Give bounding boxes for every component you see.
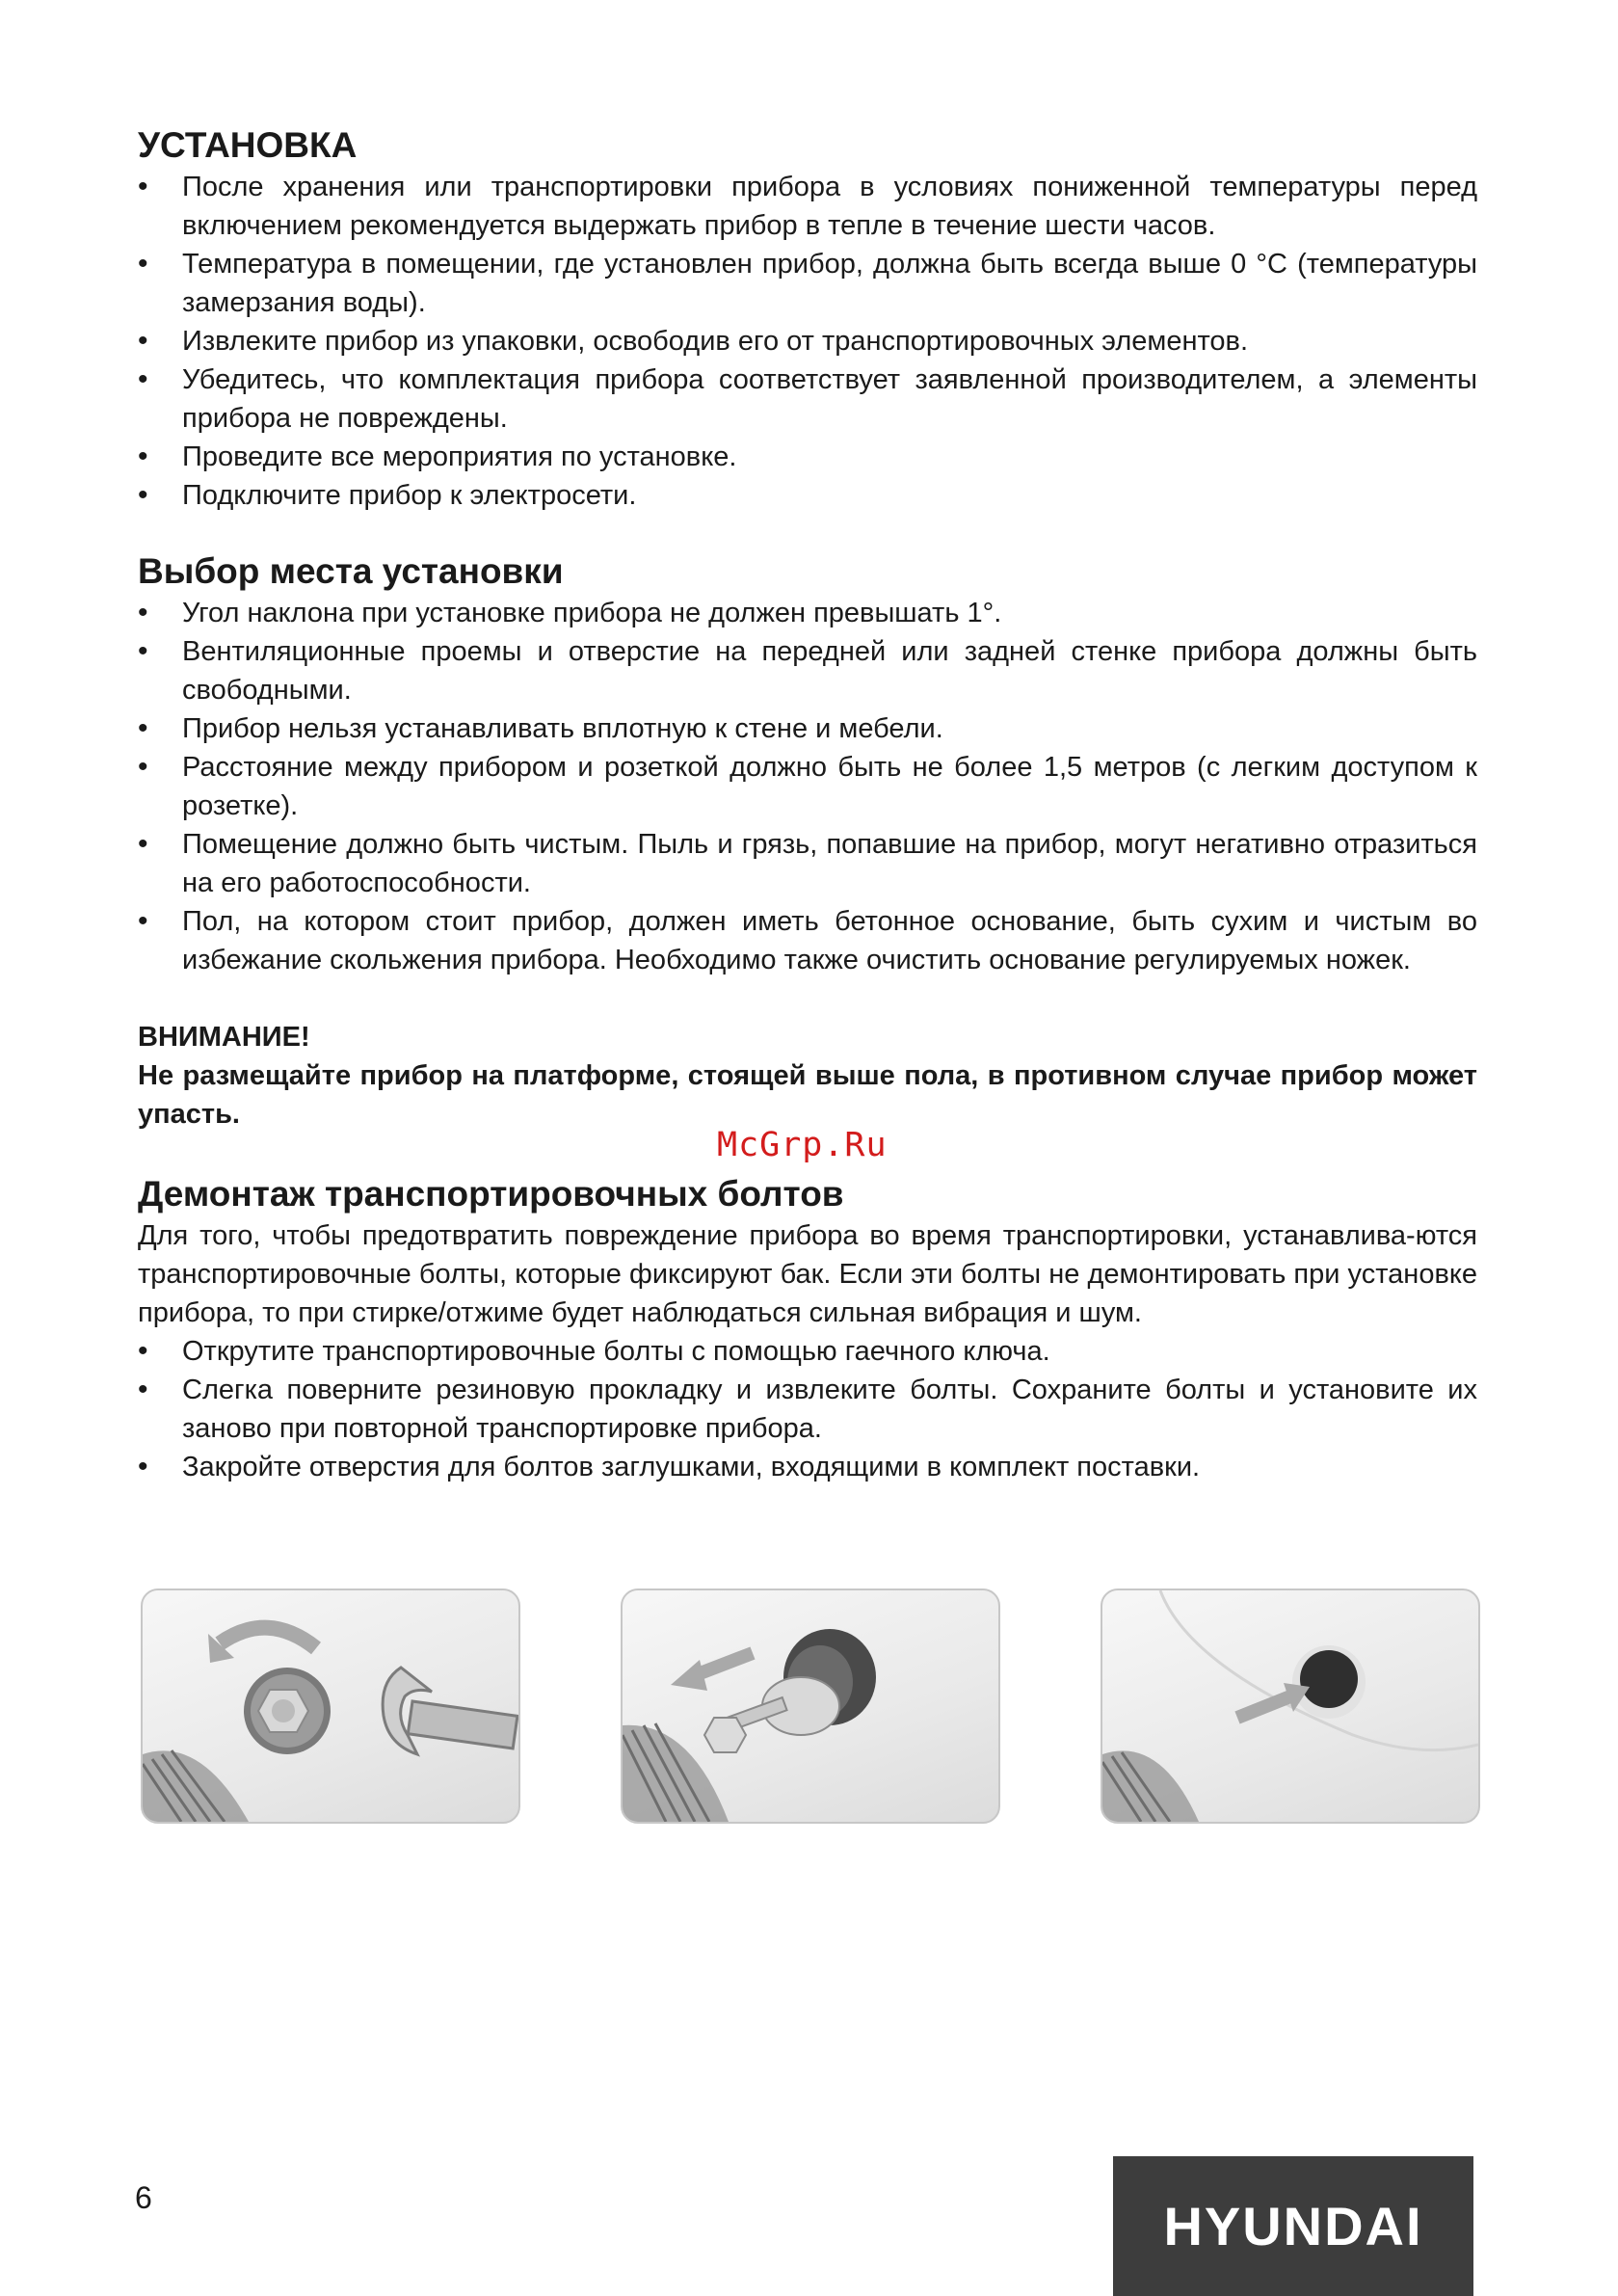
list-item: • Подключите прибор к электросети. bbox=[138, 476, 1477, 515]
list-item: • Открутите транспортировочные болты с помощью гаечного ключа. bbox=[138, 1332, 1477, 1371]
list-item: • Расстояние между прибором и розеткой должно быть не более 1,5 метров (с легким доступом к розетке). bbox=[138, 748, 1477, 825]
brand-name: HYUNDAI bbox=[1163, 2196, 1423, 2256]
list-item: • Вентиляционные проемы и отверстие на передней или задней стенке прибора должны быть свободными. bbox=[138, 632, 1477, 709]
bolts-list bbox=[138, 1332, 1477, 1486]
page-content bbox=[138, 123, 1477, 1486]
illustrations bbox=[0, 1589, 1618, 1824]
bolt-icon bbox=[258, 1690, 308, 1732]
location-list bbox=[138, 594, 1477, 979]
list-item: • Закройте отверстия для болтов заглушками, входящими в комплект поставки. bbox=[138, 1448, 1477, 1486]
illustration-remove-bolt bbox=[621, 1589, 1000, 1824]
section-title-location: Выбор места установки bbox=[138, 551, 564, 591]
list-item: • После хранения или транспортировки прибора в условиях пониженной температуры перед включением рекомендуется выдержать прибор в тепле в течение шести часов. bbox=[138, 168, 1477, 245]
list-item: • Извлеките прибор из упаковки, освободив его от транспортировочных элементов. bbox=[138, 322, 1477, 360]
wrench-icon bbox=[383, 1668, 517, 1754]
arrow-rotate-icon bbox=[208, 1628, 316, 1663]
arrow-right-icon bbox=[1237, 1683, 1310, 1718]
warning-text: Не размещайте прибор на платформе, стоящей выше пола, в противном случае прибор может упасть. bbox=[138, 1060, 1477, 1130]
list-item: • Пол, на котором стоит прибор, должен иметь бетонное основание, быть сухим и чистым во избежание скольжения прибора. Необходимо также очистить основание регулируемых ножек. bbox=[138, 902, 1477, 979]
plug-cap-icon bbox=[1300, 1650, 1358, 1708]
illustration-unscrew-bolt bbox=[141, 1589, 520, 1824]
illustration-cap-hole bbox=[1101, 1589, 1480, 1824]
list-item: • Температура в помещении, где установлен прибор, должна быть всегда выше 0 °С (температуры замерзания воды). bbox=[138, 245, 1477, 322]
installation-list bbox=[138, 168, 1477, 515]
section-title-bolts: Демонтаж транспортировочных болтов bbox=[138, 1174, 844, 1214]
warning-title: ВНИМАНИЕ! bbox=[138, 1022, 310, 1053]
list-item: • Прибор нельзя устанавливать вплотную к стене и мебели. bbox=[138, 709, 1477, 748]
page-number: 6 bbox=[135, 2180, 152, 2215]
list-item: • Убедитесь, что комплектация прибора соответствует заявленной производителем, а элементы прибора не повреждены. bbox=[138, 360, 1477, 438]
list-item: • Угол наклона при установке прибора не должен превышать 1°. bbox=[138, 594, 1477, 632]
list-item: • Слегка поверните резиновую прокладку и извлеките болты. Сохраните болты и установите их заново при повторной транспортировке прибора. bbox=[138, 1371, 1477, 1448]
section-title-installation: УСТАНОВКА bbox=[138, 125, 358, 165]
watermark: McGrp.Ru bbox=[717, 1126, 888, 1164]
warning-block bbox=[138, 1018, 1477, 1134]
list-item: • Помещение должно быть чистым. Пыль и грязь, попавшие на прибор, могут негативно отразиться на его работоспособности. bbox=[138, 825, 1477, 902]
list-item: • Проведите все мероприятия по установке. bbox=[138, 438, 1477, 476]
brand-logo bbox=[1113, 2156, 1473, 2296]
bolts-intro: Для того, чтобы предотвратить повреждение прибора во время транспортировки, устанавлива-ются транспортировочные болты, которые фиксируют бак. Если эти болты не демонтировать при установке прибора, то при стирке/отжиме будет наблюдаться сильная вибрация и шум. bbox=[138, 1220, 1477, 1328]
arrow-left-icon bbox=[671, 1653, 753, 1691]
